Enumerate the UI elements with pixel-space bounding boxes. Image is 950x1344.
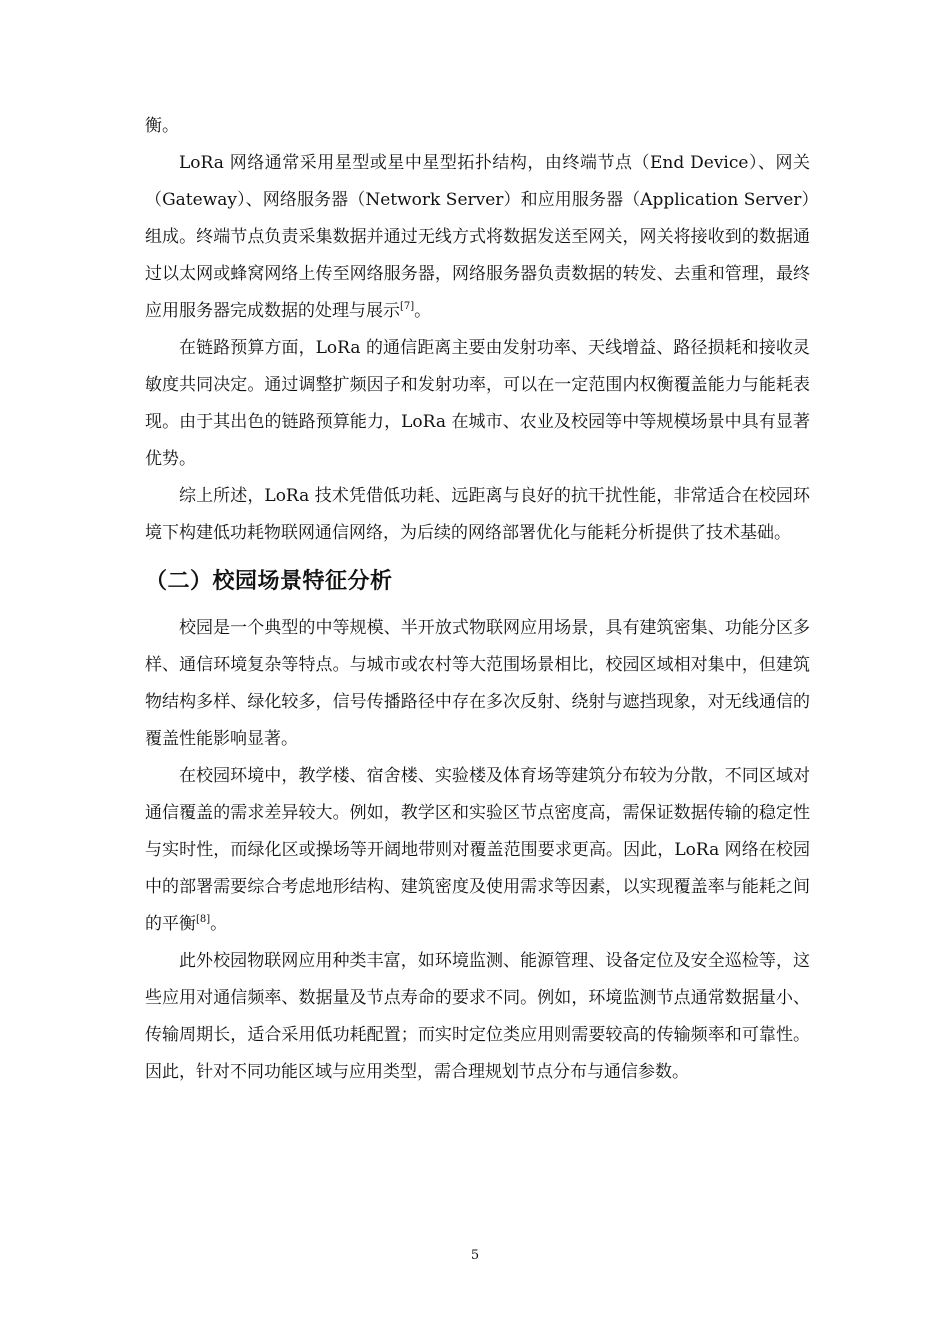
- paragraph-text: 综上所述，LoRa 技术凭借低功耗、远距离与良好的抗干扰性能，非常适合在校园环境下构建低功耗物联网通信网络，为后续的网络部署优化与能耗分析提供了技术基础。: [145, 486, 810, 543]
- paragraph-text: LoRa 网络通常采用星型或星中星型拓扑结构，由终端节点（End Device）、网关（Gateway）、网络服务器（Network Server）和应用服务器（Application Server）组成。终端节点负责采集数据并通过无线方式将数据发送至网关，网关将接收到的数据通过以太网或蜂窝网络上传至网络服务器，网络服务器负责数据的转发、去重和管理，最终应用服务器完成数据的处理与展示: [145, 153, 810, 321]
- paragraph-continuation: [145, 108, 810, 145]
- page-number: 5: [470, 1248, 480, 1263]
- paragraph-text: 在校园环境中，教学楼、宿舍楼、实验楼及体育场等建筑分布较为分散，不同区域对通信覆盖的需求差异较大。例如，教学区和实验区节点密度高，需保证数据传输的稳定性与实时性，而绿化区或操场等开阔地带则对覆盖范围要求更高。因此，LoRa 网络在校园中的部署需要综合考虑地形结构、建筑密度及使用需求等因素，以实现覆盖率与能耗之间的平衡: [145, 766, 810, 934]
- paragraph-link-budget: [145, 330, 810, 478]
- citation-ref: [7]: [400, 301, 415, 312]
- paragraph-text: 此外校园物联网应用种类丰富，如环境监测、能源管理、设备定位及安全巡检等，这些应用对通信频率、数据量及节点寿命的要求不同。例如，环境监测节点通常数据量小、传输周期长，适合采用低功耗配置；而实时定位类应用则需要较高的传输频率和可靠性。因此，针对不同功能区域与应用类型，需合理规划节点分布与通信参数。: [145, 951, 810, 1082]
- paragraph-summary: [145, 478, 810, 552]
- paragraph-tail: 。: [210, 914, 228, 934]
- page-body: [145, 108, 810, 1091]
- section-heading: （二）校园场景特征分析: [145, 569, 393, 594]
- paragraph-campus-applications: [145, 943, 810, 1091]
- paragraph-campus-environment: [145, 758, 810, 943]
- paragraph-campus-overview: [145, 610, 810, 758]
- paragraph-tail: 。: [414, 301, 432, 321]
- paragraph-lora-topology: [145, 145, 810, 330]
- citation-ref: [8]: [196, 914, 211, 925]
- paragraph-text: 校园是一个典型的中等规模、半开放式物联网应用场景，具有建筑密集、功能分区多样、通信环境复杂等特点。与城市或农村等大范围场景相比，校园区域相对集中，但建筑物结构多样、绿化较多，信号传播路径中存在多次反射、绕射与遮挡现象，对无线通信的覆盖性能影响显著。: [145, 618, 810, 749]
- paragraph-text: 衡。: [145, 116, 179, 136]
- paragraph-text: 在链路预算方面，LoRa 的通信距离主要由发射功率、天线增益、路径损耗和接收灵敏度共同决定。通过调整扩频因子和发射功率，可以在一定范围内权衡覆盖能力与能耗表现。由于其出色的链路预算能力，LoRa 在城市、农业及校园等中等规模场景中具有显著优势。: [145, 338, 810, 469]
